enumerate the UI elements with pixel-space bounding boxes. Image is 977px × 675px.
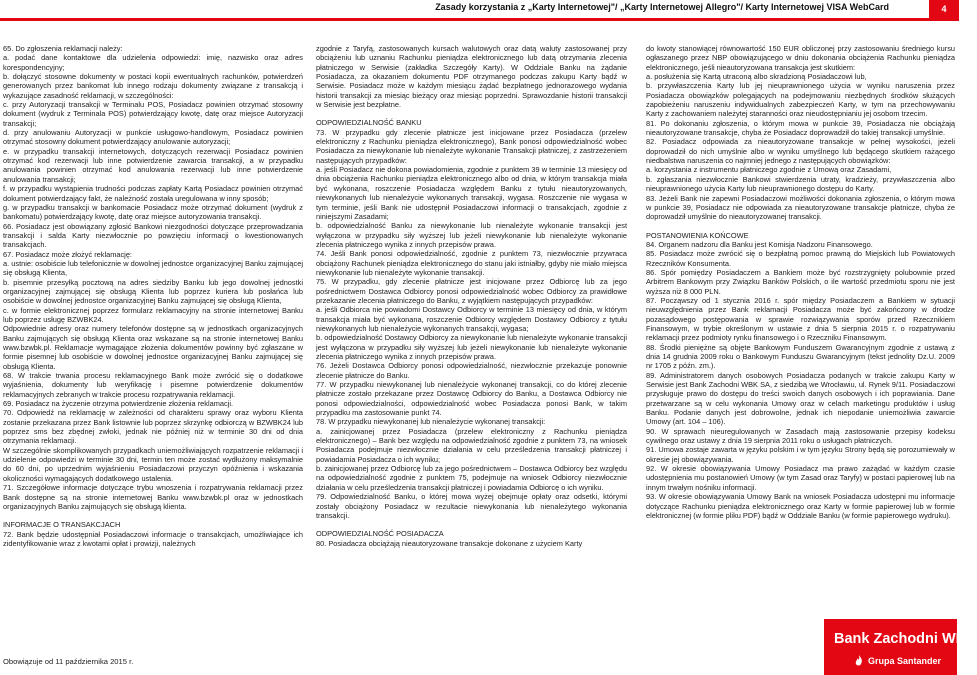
- paragraph: 88. Środki pieniężne są objęte Bankowym Funduszem Gwarancyjnym zgodnie z ustawą z dnia 14 grudnia 2009 roku o Bankowym Funduszu Gwarancyjnym (tekst jednolity Dz.U. 2009 nr 1705 z późn. zm.).: [646, 342, 955, 371]
- paragraph: 76. Jeżeli Dostawca Odbiorcy ponosi odpowiedzialność, niezwłocznie przekazuje ponownie zlecenie płatnicze do Banku.: [316, 361, 627, 380]
- paragraph: a. podać dane kontaktowe dla udzielenia odpowiedzi: imię, nazwisko oraz adres korespondencyjny;: [3, 53, 303, 72]
- paragraph: a. jeśli Posiadacz nie dokona powiadomienia, zgodnie z punktem 39 w terminie 13 miesięcy od dnia obciążenia Rachunku pieniądza elektronicznego albo od dnia, w którym transakcja miała być wykonana, roszczenie Posiadacza względem Banku z tytułu nieautoryzowanych, niewykonanych lub nienależycie wykonanych transakcji, wygasa. Roszczenie nie wygasa w tym terminie, jeśli Bank nie udostępnił Posiadaczowi informacji o transakcjach, zgodnie z niniejszymi Zasadami;: [316, 165, 627, 221]
- paragraph: 75. W przypadku, gdy zlecenie płatnicze jest inicjowane przez Odbiorcę lub za jego pośrednictwem Dostawca Odbiorcy ponosi odpowiedzialność wobec Odbiorcy za prawidłowe przekazanie zlecenia płatniczego do Banku, z wyjątkiem następujących przypadków:: [316, 277, 627, 305]
- paragraph: b. pisemnie przesyłką pocztową na adres siedziby Banku lub jego dowolnej jednostki organizacyjnej zajmującej się obsługą Klienta lub poprzez kuriera lub posłańca lub osobiście w dowolnej jednostce organizacyjnej Banku zajmującej się obsługą Klienta,: [3, 277, 303, 306]
- flame-icon: [854, 655, 864, 667]
- paragraph: a. posłużenia się Kartą utraconą albo skradzioną Posiadaczowi lub,: [646, 72, 867, 82]
- paragraph: 77. W przypadku niewykonanej lub nienależycie wykonanej transakcji, co do której zlecenie płatnicze zostało przekazane przez Dostawcę Odbiorcy do Banku, a Dostawca Odbiorcy nie ponosi odpowiedzialności, odpowiedzialność wobec Posiadacza ponosi Bank, w takim przypadku ma zastosowanie punkt 74.: [316, 380, 627, 418]
- paragraph: d. przy anulowaniu Autoryzacji w punkcie usługowo-handlowym, Posiadacz powinien otrzymać stosowny dokument potwierdzający anulowanie autoryzacji;: [3, 128, 303, 147]
- paragraph: 69. Posiadacz na życzenie otrzyma potwierdzenie złożenia reklamacji.: [3, 399, 234, 409]
- section-heading: POSTANOWIENIA KOŃCOWE: [646, 230, 749, 240]
- paragraph: b. odpowiedzialność Dostawcy Odbiorcy za niewykonanie lub nienależyte wykonanie transakcji jest wyłączona w przypadku siły wyższej lub jeżeli niewykonanie lub nienależyte wykonanie zlecenia płatniczego wynika z innych przepisów prawa.: [316, 333, 627, 361]
- column-left: [3, 44, 303, 548]
- paragraph: 86. Spór pomiędzy Posiadaczem a Bankiem może być rozstrzygnięty polubownie przed Arbitrem Bankowym przy Związku Banków Polskich, o ile wartość przedmiotu sporu nie jest wyższa niż 8 000 PLN.: [646, 267, 955, 296]
- paragraph: Odpowiednie adresy oraz numery telefonów dostępne są w jednostkach organizacyjnych Banku zajmujących się obsługą Klienta oraz wskazane są na stronie internetowej Banku www.bzwbk.pl. Reklamacje wymagające złożenia dokumentów powinny być zgłaszane w formie pisemnej lub osobiście w dowolnej jednostce organizacyjnej Banku zajmującej się obsługą Klienta.: [3, 324, 303, 371]
- paragraph: 78. W przypadku niewykonanej lub nienależycie wykonanej transakcji:: [316, 417, 546, 427]
- paragraph: 70. Odpowiedź na reklamację w zależności od charakteru sprawy oraz wyboru Klienta zostanie przekazana przez Bank listownie lub poprzez skrzynkę odbiorczą w BZWBK24 lub poprzez sms bez zbędnej zwłoki, jednak nie później niż w terminie 30 dni od dnia otrzymania reklamacji.: [3, 408, 303, 446]
- paragraph: 84. Organem nadzoru dla Banku jest Komisja Nadzoru Finansowego.: [646, 239, 873, 249]
- paragraph: 80. Posiadacza obciążają nieautoryzowane transakcje dokonane z użyciem Karty: [316, 538, 583, 548]
- page-number: 4: [929, 0, 959, 21]
- paragraph: b. przywłaszczenia Karty lub jej nieuprawnionego użycia w wyniku naruszenia przez Posiadacza obowiązków polegających na podejmowaniu niezbędnych środków służących zapobieżeniu naruszeniu indywidualnych zabezpieczeń Karty, w tym na przechowywaniu Karty z zachowaniem należytej staranności oraz nieudostępnianiu jej osobom trzecim.: [646, 81, 955, 119]
- paragraph: 83. Jeżeli Bank nie zapewni Posiadaczowi możliwości dokonania zgłoszenia, o którym mowa w punkcie 39, Posiadacz nie odpowiada za nieautoryzowane transakcje płatnicze, chyba że doprowadził umyślnie do nieautoryzowanej transakcji.: [646, 193, 955, 222]
- paragraph: a. korzystania z instrumentu płatniczego zgodnie z Umową oraz Zasadami,: [646, 165, 892, 175]
- page-header: [0, 0, 959, 22]
- paragraph: 74. Jeśli Bank ponosi odpowiedzialność, zgodnie z punktem 73, niezwłocznie przywraca obciążony Rachunek pieniądza elektronicznego do stanu jaki istniałby, gdyby nie miało miejsca niewykonanie lub nienależyte wykonanie transakcji.: [316, 249, 627, 277]
- column-right: [646, 44, 955, 520]
- paragraph: 65. Do zgłoszenia reklamacji należy:: [3, 44, 123, 53]
- paragraph: 71. Szczegółowe informacje dotyczące trybu wnoszenia i rozpatrywania reklamacji przez Bank dostępne są na stronie internetowej Banku www.bzwbk.pl oraz w jednostkach organizacyjnych Banku zajmujących się obsługą klienta.: [3, 483, 303, 511]
- paragraph: 90. W sprawach nieuregulowanych w Zasadach mają zastosowanie przepisy kodeksu cywilnego oraz ustawy z dnia 19 sierpnia 2011 roku o usługach płatniczych.: [646, 426, 955, 446]
- logo-group-name: Grupa Santander: [868, 656, 942, 666]
- paragraph: 81. Po dokonaniu zgłoszenia, o którym mowa w punkcie 39, Posiadacza nie obciążają nieautoryzowane transakcje, chyba że Posiadacz doprowadził do takiej transakcji umyślnie.: [646, 118, 955, 138]
- bank-logo: [824, 619, 977, 675]
- paragraph: 91. Umowa zostaje zawarta w języku polskim i w tym języku Strony będą się porozumiewały w okresie jej obowiązywania.: [646, 445, 955, 464]
- paragraph: a. zainicjowanej przez Posiadacza (przelew elektroniczny z Rachunku pieniądza elektronicznego) – Bank bez względu na odpowiedzialność zgodnie z punktem 73, na wniosek Posiadacza podejmuje niezwłocznie działania w celu prześledzenia transakcji płatniczej i powiadamia Posiadacza o ich wyniku;: [316, 426, 627, 464]
- paragraph: 66. Posiadacz jest obowiązany zgłosić Bankowi niezgodności dotyczące przeprowadzania transakcji i salda Karty niezwłocznie po powzięciu informacji o kwestionowanych transakcjach.: [3, 221, 303, 250]
- paragraph: 68. W trakcie trwania procesu reklamacyjnego Bank może zwrócić się o dodatkowe wyjaśnienia, dokumenty lub weryfikację i pisemne potwierdzenie dokumentów reklamacyjnych zebranych w trakcie procesu rozpatrywania reklamacji.: [3, 371, 303, 399]
- paragraph: b. dołączyć stosowne dokumenty w postaci kopii ewentualnych rachunków, potwierdzeń generowanych przez bankomat lub innego rodzaju dokumenty związane z transakcją i wykazujące zasadność reklamacji, w szczególności:: [3, 72, 303, 100]
- paragraph: b. zgłaszania niezwłocznie Bankowi stwierdzenia utraty, kradzieży, przywłaszczenia albo nieuprawnionego użycia Karty lub nieuprawnionego dostępu do Karty.: [646, 174, 955, 194]
- paragraph: a. ustnie: osobiście lub telefonicznie w dowolnej jednostce organizacyjnej Banku zajmującej się obsługą Klienta,: [3, 258, 303, 278]
- paragraph: a. jeśli Odbiorca nie powiadomi Dostawcy Odbiorcy w terminie 13 miesięcy od dnia, w którym transakcja miała być wykonana, roszczenie Odbiorcy względem Dostawcy Odbiorcy z tytułu niewykonanych lub nienależycie wykonanych transakcji, wygasa;: [316, 305, 627, 333]
- column-middle: [316, 44, 627, 548]
- paragraph: c. w formie elektronicznej poprzez formularz reklamacyjny na stronie internetowej Banku lub poprzez usługę BZWBK24.: [3, 305, 303, 324]
- paragraph: 73. W przypadku gdy zlecenie płatnicze jest inicjowane przez Posiadacza (przelew elektroniczny z Rachunku pieniądza elektronicznego), Bank ponosi odpowiedzialność wobec Posiadacza za niewykonanie lub nienależyte wykonanie Transakcji płatniczej, z zastrzeżeniem następujących przypadków:: [316, 127, 627, 165]
- paragraph: 82. Posiadacz odpowiada za nieautoryzowane transakcje w pełnej wysokości, jeżeli doprowadził do nich umyślnie albo w wyniku umyślnego lub będącego skutkiem rażącego niedbalstwa naruszenia co najmniej jednego z następujących obowiązków:: [646, 137, 955, 166]
- paragraph: do kwoty stanowiącej równowartość 150 EUR obliczonej przy zastosowaniu średniego kursu ogłaszanego przez NBP obowiązującego w dniu dokonania obciążenia Rachunku pieniądza elektronicznego, jeśli nieautoryzowana transakcja jest skutkiem:: [646, 44, 955, 72]
- paragraph: b. odpowiedzialność Banku za niewykonanie lub nienależyte wykonanie transakcji jest wyłączona w przypadku siły wyższej lub jeżeli niewykonanie lub nienależyte wykonanie zlecenia płatniczego wynika z innych przepisów prawa.: [316, 221, 627, 249]
- paragraph: f. w przypadku wystąpienia trudności podczas zapłaty Kartą Posiadacz powinien otrzymać dokument potwierdzający fakt, że należność została uregulowana w inny sposób;: [3, 184, 303, 203]
- paragraph: 93. W okresie obowiązywania Umowy Bank na wniosek Posiadacza udostępni mu informacje dotyczące Rachunku pieniądza elektronicznego oraz Karty w formie papierowej lub w formie elektronicznej (w formie pliku PDF) bądź w Oddziale Banku (w formie papierowego wydruku).: [646, 492, 955, 520]
- paragraph: 89. Administratorem danych osobowych Posiadacza podanych w trakcie zakupu Karty w Serwisie jest Bank Zachodni WBK SA, z siedzibą we Wrocławiu, ul. Rynek 9/11. Posiadaczowi przysługuje prawo do dostępu do treści swoich danych osobowych i ich poprawiania. Dane przetwarzane są w celu wykonania Umowy oraz w celach marketingu produktów i usług Banku. Podanie danych jest dobrowolne, jednak ich niepodanie uniemożliwia zawarcie Umowy (art. 104 – 106).: [646, 370, 955, 427]
- paragraph: 79. Odpowiedzialność Banku, o której mowa wyżej obejmuje opłaty oraz odsetki, którymi zostały obciążony Posiadacz w rezultacie niewykonania lub nienależytego wykonania transakcji.: [316, 492, 627, 520]
- paragraph: b. zainicjowanej przez Odbiorcę lub za jego pośrednictwem – Dostawca Odbiorcy bez względu na odpowiedzialność zgodnie z punktem 75, podejmuje na wniosek Odbiorcy niezwłocznie działania w celu prześledzenia transakcji płatniczej i powiadamia Odbiorcę o ich wyniku.: [316, 464, 627, 492]
- section-heading: ODPOWIEDZIALNOŚĆ BANKU: [316, 118, 422, 128]
- paragraph: 92. W okresie obowiązywania Umowy Posiadacz ma prawo zażądać w każdym czasie udostępnienia mu postanowień Umowy (w tym Zasad oraz Taryfy) w postaci papierowej lub na innym trwałym nośniku informacji.: [646, 464, 955, 492]
- paragraph: 87. Począwszy od 1 stycznia 2016 r. spór między Posiadaczem a Bankiem w sytuacji nieuwzględnienia przez Bank reklamacji Posiadacza może być zakończony w drodze pozasądowego postępowania w sprawie rozwiązywania sporów przed Rzecznikiem Finansowym, w trybie określonym w ustawie z dnia 5 sierpnia 2015 r. o rozpatrywaniu reklamacji przez podmioty rynku finansowego i o Rzeczniku Finansowym.: [646, 295, 955, 343]
- paragraph: 72. Bank będzie udostępniał Posiadaczowi informacje o transakcjach, umożliwiające ich zidentyfikowanie wraz z kwotami opłat i prowizji, należnych: [3, 529, 303, 548]
- document-title: Zasady korzystania z „Karty Internetowej"/ „Karty Internetowej Allegro"/ Karty Internetowej VISA WebCard: [435, 2, 889, 12]
- paragraph: zgodnie z Taryfą, zastosowanych kursach walutowych oraz datą waluty zastosowanej przy obciążeniu lub uznaniu Rachunku pieniądza elektronicznego lub datą otrzymania zlecenia płatniczego w Serwisie (zakładka Szczegóły Karty). W Oddziale Banku na żądanie Posiadacza, za okazaniem dokumentu PDF otrzymanego podczas zakupu Karty bądź w Serwisie. Posiadacz może w każdym miesiącu żądać bezpłatnego jednorazowego wydania historii transakcji za miesiąc bieżący oraz miesiąc poprzedni. Sprawozdanie historii transakcji w Serwisie jest bezpłatne.: [316, 44, 627, 110]
- section-heading: INFORMACJE O TRANSAKCJACH: [3, 520, 121, 530]
- paragraph: 85. Posiadacz może zwrócić się o bezpłatną pomoc prawną do Miejskich lub Powiatowych Rzeczników Konsumenta.: [646, 249, 955, 268]
- paragraph: W szczególnie skomplikowanych przypadkach uniemożliwiających rozpatrzenie reklamacji i udzielenie odpowiedzi w terminie 30 dni, termin ten może zostać wydłużony maksymalnie do 60 dni, po uprzednim wyjaśnieniu Posiadaczowi przyczyn opóźnienia i wskazania okoliczności wymagających dodatkowego ustalenia.: [3, 445, 303, 483]
- header-rule: [0, 18, 929, 21]
- paragraph: g. w przypadku transakcji w bankomacie Posiadacz może otrzymać dokument (wydruk z bankomatu) potwierdzający kwotę, datę oraz miejsce autoryzowania transakcji.: [3, 202, 303, 222]
- validity-date: Obowiązuje od 11 października 2015 r.: [3, 657, 134, 666]
- paragraph: c. przy Autoryzacji transakcji w Terminalu POS, Posiadacz powinien otrzymać stosowny dokument (wydruk z Terminala POS) potwierdzający kwotę, datę oraz miejsce Autoryzacji transakcji;: [3, 100, 303, 128]
- paragraph: e. w przypadku transakcji internetowych, dotyczących rezerwacji Posiadacz powinien otrzymać kod rezerwacji lub inne potwierdzenie zawarcia transakcji, a w przypadku anulowania powinien otrzymać kod anulowania rezerwacji lub inne potwierdzenie anulowania transakcji;: [3, 146, 303, 184]
- logo-bank-name: Bank Zachodni WBK: [834, 631, 977, 647]
- section-heading: ODPOWIEDZIALNOŚĆ POSIADACZA: [316, 529, 444, 539]
- paragraph: 67. Posiadacz może złożyć reklamację:: [3, 249, 132, 259]
